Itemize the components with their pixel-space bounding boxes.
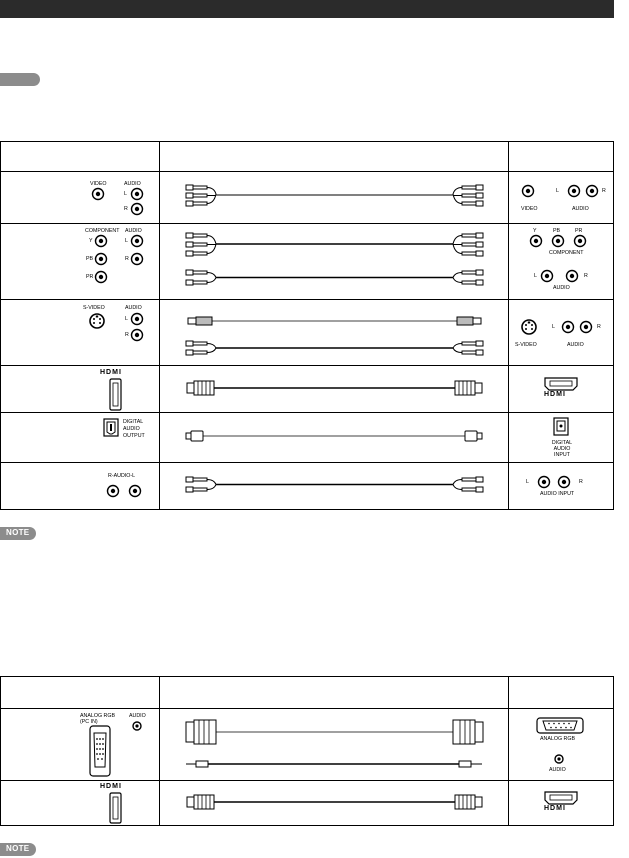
hdmi-port-icon [1,366,160,413]
note-badge [0,527,36,540]
component-label: COMPONENT [549,250,584,256]
tv-terminal-hdmi [1,366,160,413]
tv-terminal-component [1,224,160,300]
header-cell-cable [160,142,509,172]
vga-cable-icon [160,709,509,781]
device-terminal-hdmi [509,781,614,826]
vga-port-icon [1,709,160,781]
r-label: R [602,188,606,194]
cable-digital-audio [160,413,509,463]
table-row-component [1,224,614,300]
cable-composite [160,172,509,224]
device-terminal-pc [509,709,614,781]
svideo-jack-icon [509,300,614,366]
vga-port-icon [509,709,614,781]
rca-jack-icons [1,224,160,300]
cable-svideo [160,300,509,366]
cable-hdmi [160,781,509,826]
optical-port-icon [1,413,160,463]
hdmi-cable-icon [160,781,509,826]
table-row-hdmi [1,366,614,413]
tv-terminal-pc [1,709,160,781]
hdmi-logo: HDMI [100,783,122,790]
header-cell-tv [1,677,160,709]
rca-cable-icon [160,463,509,510]
section-marker [0,73,40,86]
input-label: INPUT [554,452,570,458]
header-cell-cable [160,677,509,709]
device-terminal-audio-out [509,463,614,510]
output-label: OUTPUT [123,433,145,439]
tv-terminal-hdmi [1,781,160,826]
pr-label: PR [86,274,94,280]
tv-terminal-digital-audio [1,413,160,463]
r-label: R [579,479,583,485]
r-label: R [125,332,129,338]
l-label: L [552,324,555,330]
hdmi-logo: HDMI [100,369,122,376]
hdmi-logo: HDMI [544,805,566,812]
tv-terminal-composite [1,172,160,224]
hdmi-cable-icon [160,366,509,413]
r-label: R [584,273,588,279]
header-cell-device [509,142,614,172]
l-label: L [125,238,128,244]
connection-table-pc [0,676,614,826]
hdmi-logo: HDMI [544,391,566,398]
table-row-audio-out [1,463,614,510]
svideo-label: S-VIDEO [515,342,537,348]
l-label: L [534,273,537,279]
rca-cable-icon [160,172,509,224]
l-label: L [526,479,529,485]
table-row-svideo [1,300,614,366]
l-label: L [556,188,559,194]
analog-rgb-label: ANALOG RGB [80,713,116,719]
rca-jack-icons [509,224,614,300]
audio-label: AUDIO [123,426,140,432]
connection-table-av [0,141,614,510]
pb-label: PB [86,256,94,262]
table-row-digital-audio [1,413,614,463]
analog-rgb-label: ANALOG RGB [540,736,576,742]
y-label: Y [533,228,537,234]
component-cable-icon [160,224,509,300]
cable-hdmi [160,366,509,413]
tv-terminal-svideo [1,300,160,366]
table-row-hdmi [1,781,614,826]
digital-label: DIGITAL [123,419,144,425]
svideo-cable-icon [160,300,509,366]
rca-jack-icons [1,172,160,224]
audio-label: AUDIO [125,305,142,311]
audio-label: AUDIO [129,713,146,719]
optical-port-icon [509,413,614,463]
table-header-row [1,677,614,709]
r-label: R [124,206,128,212]
audio-label: AUDIO [567,342,584,348]
component-label: COMPONENT [85,228,120,234]
video-label: VIDEO [90,181,107,187]
note-badge [0,843,36,856]
r-audio-l-label: R-AUDIO-L [108,473,136,479]
svideo-label: S-VIDEO [83,305,105,311]
note-label: NOTE [6,844,30,853]
audio-input-label: AUDIO INPUT [540,491,575,497]
header-cell-device [509,677,614,709]
r-label: R [125,256,129,262]
hdmi-port-icon [509,366,614,413]
table-header-row [1,142,614,172]
cable-component [160,224,509,300]
rca-jack-icons [509,172,614,224]
r-label: R [597,324,601,330]
device-terminal-digital-audio [509,413,614,463]
pb-label: PB [553,228,561,234]
audio-label: AUDIO [553,446,571,452]
cable-pc [160,709,509,781]
rca-jack-icons [1,463,160,510]
cable-audio-out [160,463,509,510]
table-row-pc [1,709,614,781]
pr-label: PR [575,228,583,234]
tv-terminal-audio-out [1,463,160,510]
audio-label: AUDIO [124,181,141,187]
hdmi-port-icon [1,781,160,826]
device-terminal-component [509,224,614,300]
video-label: VIDEO [521,206,538,212]
note-label: NOTE [6,528,30,537]
device-terminal-svideo [509,300,614,366]
audio-label: AUDIO [125,228,142,234]
audio-label: AUDIO [549,767,566,773]
audio-label: AUDIO [572,206,589,212]
header-cell-tv [1,142,160,172]
audio-label: AUDIO [553,285,570,291]
device-terminal-hdmi [509,366,614,413]
digital-label: DIGITAL [551,440,573,446]
header-bar [0,0,614,18]
rca-jack-icons [509,463,614,510]
y-label: Y [89,238,93,244]
l-label: L [125,316,128,322]
table-row-composite [1,172,614,224]
optical-cable-icon [160,413,509,463]
hdmi-port-icon [509,781,614,826]
l-label: L [124,191,127,197]
pc-in-label: (PC IN) [80,719,98,725]
device-terminal-composite [509,172,614,224]
svideo-jack-icon [1,300,160,366]
